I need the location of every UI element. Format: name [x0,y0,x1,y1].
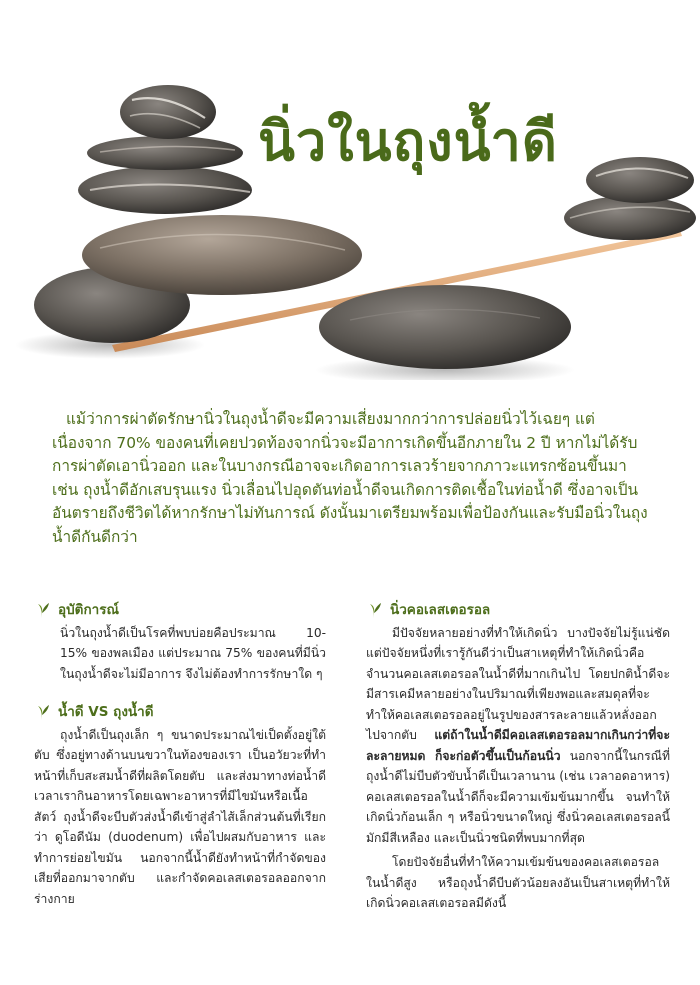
stone-small [87,136,243,170]
section-heading-bile [34,702,326,723]
cholesterol-body-bold: แต่ถ้าในน้ำดีมีคอเลสเตอรอลมากเกินกว่าที่จะละลายหมด ก็จะก่อตัวขึ้นเป็นก้อนนิ่ว [366,728,670,763]
cholesterol-body-part1: มีปัจจัยหลายอย่างที่ทำให้เกิดนิ่ว บางปัจจัยไม่รู้แน่ชัด แต่ปัจจัยหนึ่งที่เรารู้กันดีว่าเป็นสาเหตุที่ทำให้เกิดนิ่วคือจำนวนคอเลสเตอรอลในน้ำดีที่มากเกินไป โดยปกติน้ำดีจะมีสารเคมีหลายอย่างในปริมาณที่เพียงพอและสมดุลที่จะทำให้คอเลสเตอรอลอยู่ในรูปของสารละลายแล้วหลั่งออกไปจากตับ [366,625,670,742]
intro-paragraph [52,408,652,549]
stone-top [120,85,216,139]
heading-incidence: อุบัติการณ์ [58,602,119,618]
cholesterol-body [366,623,670,849]
section-heading-incidence [34,600,326,621]
section-heading-cholesterol [366,600,670,621]
cholesterol-body-part2: นอกจากนี้ในกรณีที่ถุงน้ำดีไม่บีบตัวขับน้ำดีเป็นเวลานาน (เช่น เวลาอดอาหาร) คอเลสเตอรอลในน้ำดีก็จะมีความเข้มข้นมากขึ้น จนทำให้เกิดนิ่วก้อนเล็ก ๆ หรือนิ่วขนาดใหญ่ ซึ่งนิ่วคอเลสเตอรอลนี้มักมีสีเหลือง และเป็นนิ่วชนิดที่พบมากที่สุด [366,748,670,845]
right-column [366,600,670,932]
stone-right-top [586,157,694,203]
bile-body: ถุงน้ำดีเป็นถุงเล็ก ๆ ขนาดประมาณไข่เป็ดตั้งอยู่ใต้ตับ ซึ่งอยู่ทางด้านบนขวาในท้องของเรา เป็นอวัยวะที่ทำหน้าที่เก็บสะสมน้ำดีที่ผลิตโดยตับ และส่งมาทางท่อน้ำดี เวลาเรากินอาหารโดยเฉพาะอาหารที่มีไขมันหรือเนื้อสัตว์ ถุงน้ำดีจะบีบตัวส่งน้ำดีเข้าสู่ลำไส้เล็กส่วนต้นที่เรียกว่า ดูโอดีนัม (duodenum) เพื่อไปผสมกับอาหาร และทำการย่อยไขมัน นอกจากนี้น้ำดียังทำหน้าที่กำจัดของเสียที่ออกมาจากตับ และกำจัดคอเลสเตอรอลออกจากร่างกาย [34,727,326,906]
left-column [34,600,326,927]
heading-cholesterol: นิ่วคอเลสเตอรอล [390,602,491,618]
balancing-stones-illustration [0,0,700,380]
leaf-sprout-icon [366,601,382,619]
intro-text: แม้ว่าการผ่าตัดรักษานิ่วในถุงน้ำดีจะมีความเสี่ยงมากกว่าการปล่อยนิ่วไว้เฉยๆ แต่เนื่องจาก 70% ของคนที่เคยปวดท้องจากนิ่วจะมีอาการเกิดขึ้นอีกภายใน 2 ปี หากไม่ได้รับการผ่าตัดเอานิ่วออก และในบางกรณีอาจจะเกิดอาการเลวร้ายจากภาวะแทรกซ้อนขึ้นมา เช่น ถุงน้ำดีอักเสบรุนแรง นิ่วเลื่อนไปอุดตันท่อน้ำดีจนเกิดการติดเชื้อในท่อน้ำดี ซึ่งอาจเป็นอันตรายถึงชีวิตได้หากรักษาไม่ทันการณ์ ดังนั้นมาเตรียมพร้อมเพื่อป้องกันและรับมือนิ่วในถุงน้ำดีกันดีกว่า [52,410,648,546]
leaf-sprout-icon [34,703,50,721]
fulcrum-stone [319,285,571,369]
leaf-sprout-icon [34,601,50,619]
incidence-body: นิ่วในถุงน้ำดีเป็นโรคที่พบบ่อยคือประมาณ 10-15% ของพลเมือง แต่ประมาณ 75% ของคนที่มีนิ่วในถุงน้ำดีจะไม่มีอาการ จึงไม่ต้องทำการรักษาใด ๆ [60,625,326,681]
page-title: นิ่วในถุงน้ำดี [258,110,558,173]
cholesterol-body-2: โดยปัจจัยอื่นที่ทำให้ความเข้มข้นของคอเลสเตอรอลในน้ำดีสูง หรือถุงน้ำดีบีบตัวน้อยลงอันเป็นสาเหตุที่ทำให้เกิดนิ่วคอเลสเตอรอลมีดังนี้ [366,855,670,910]
stone-large [82,215,362,295]
stone-middle [78,166,252,214]
heading-bile: น้ำดี VS ถุงน้ำดี [58,704,154,720]
